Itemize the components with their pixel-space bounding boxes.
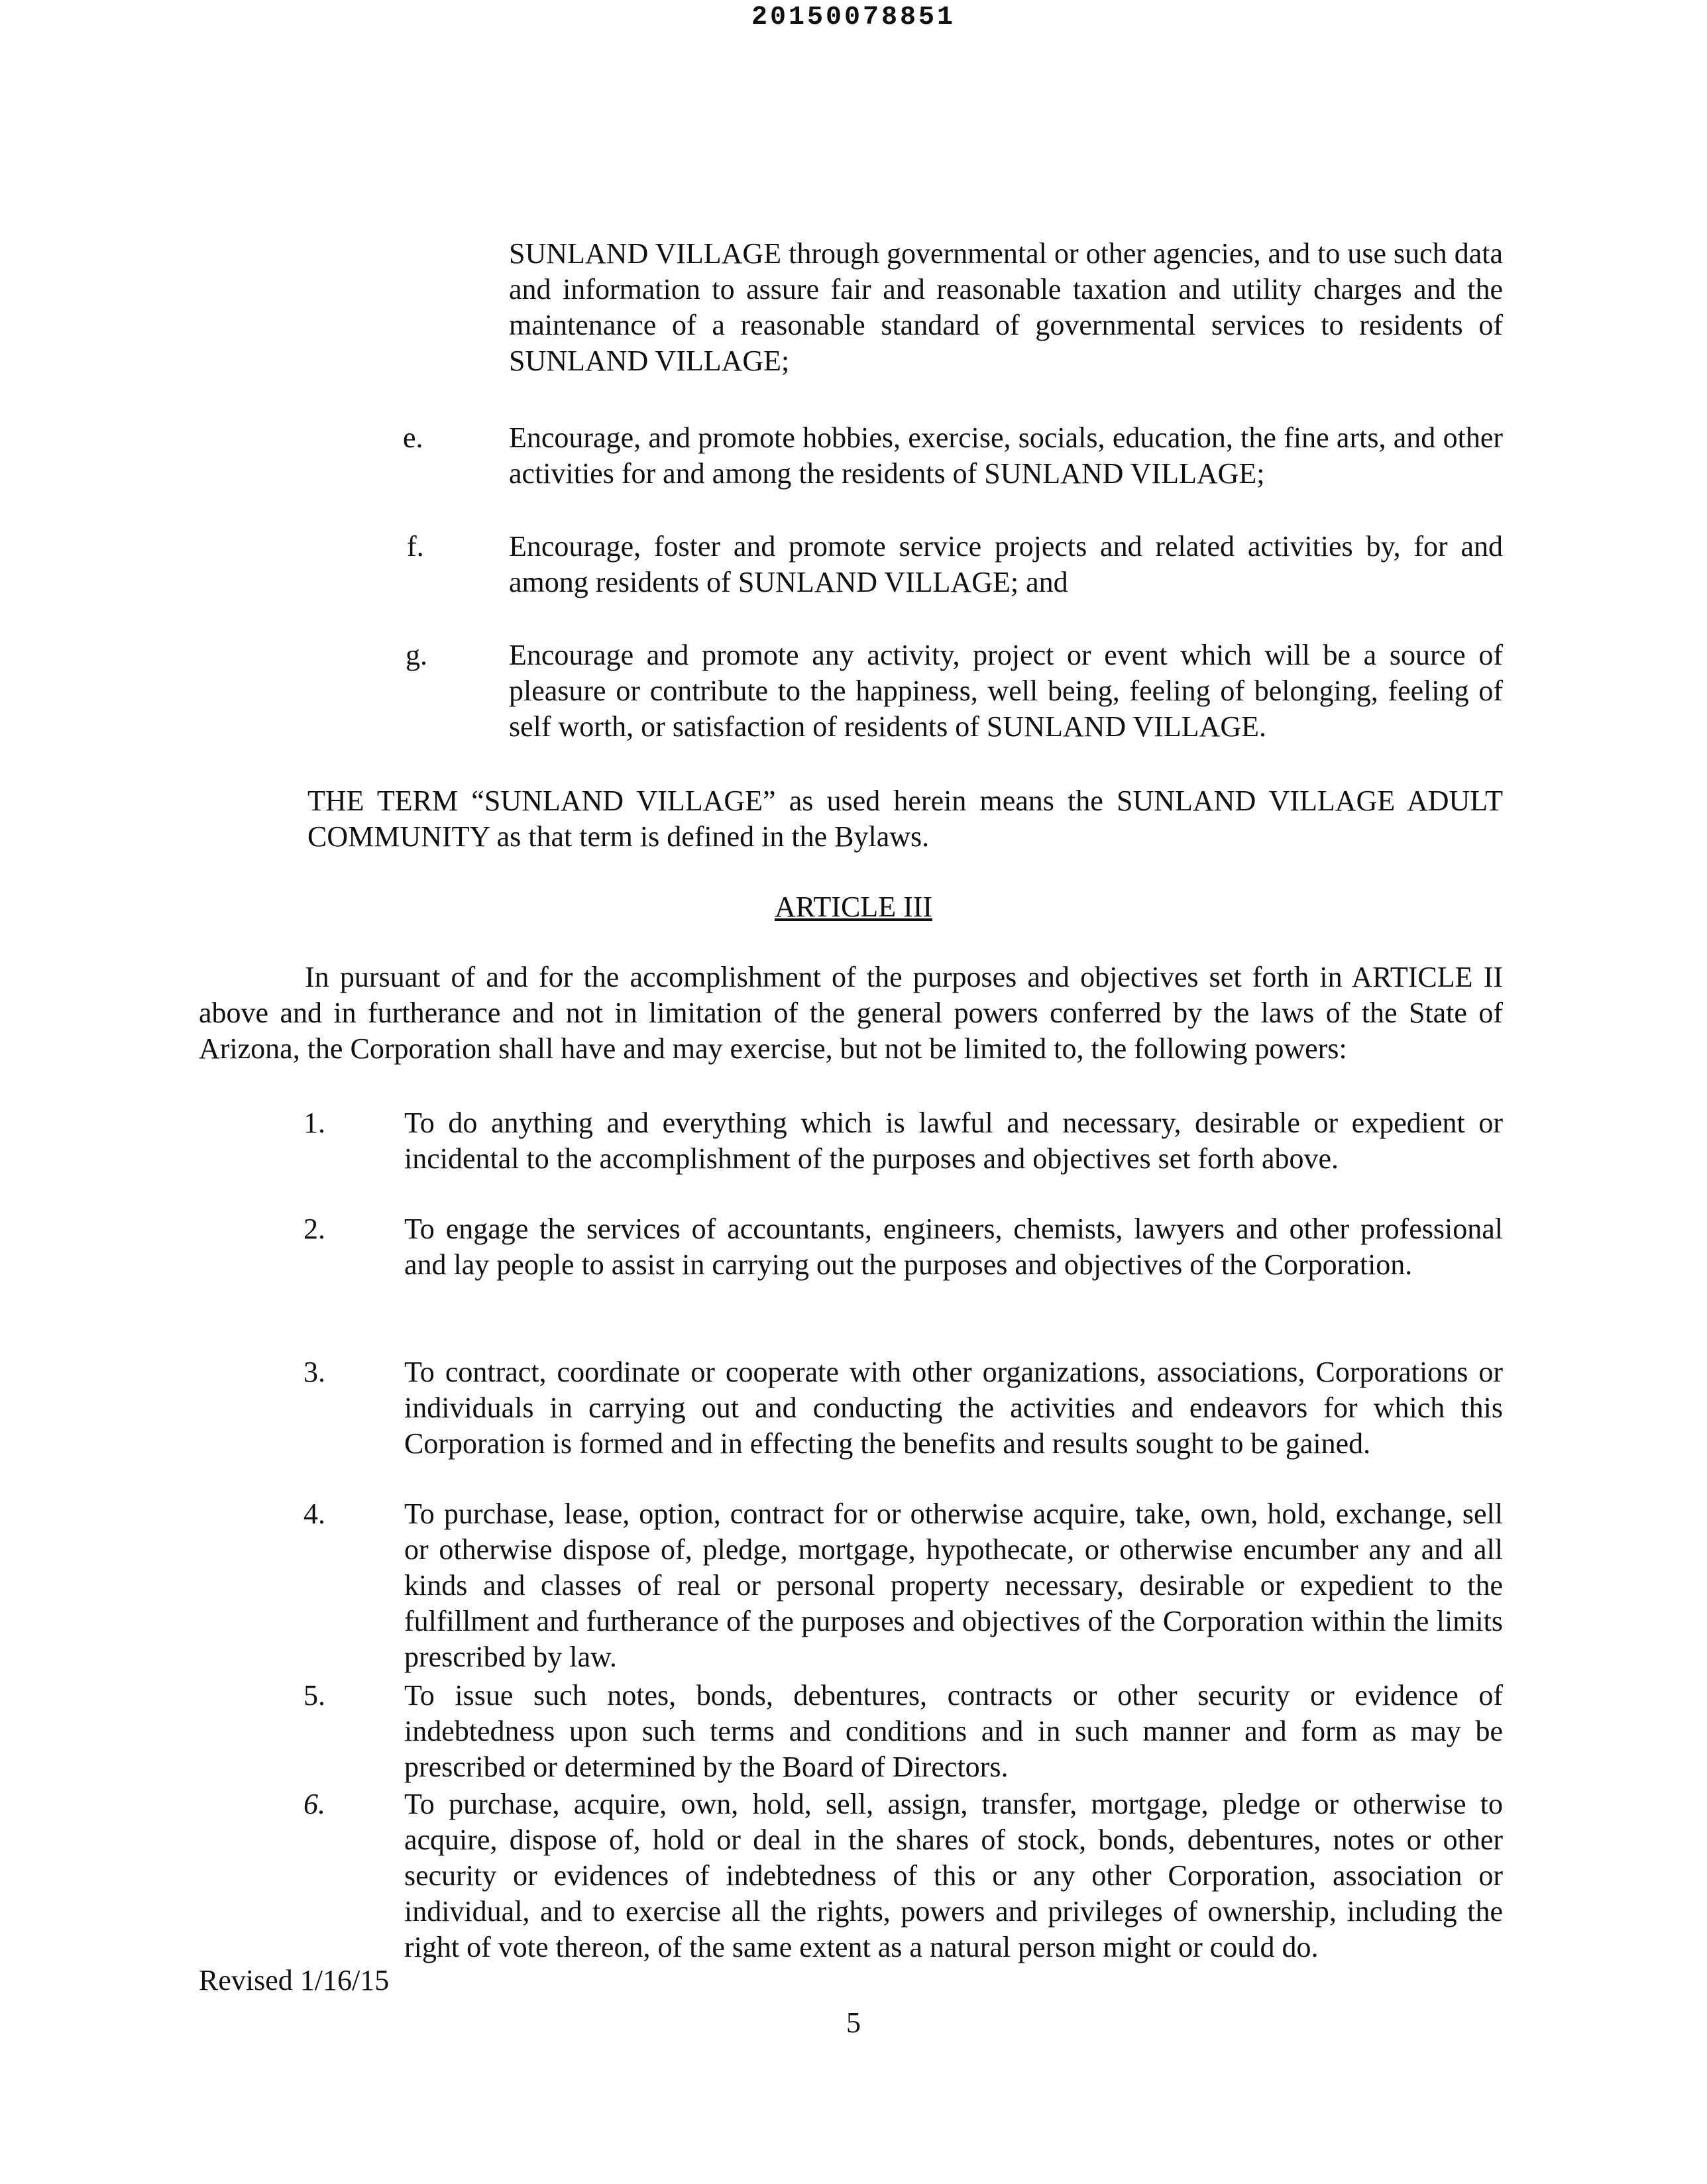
- page-number: 5: [846, 2006, 861, 2039]
- power-3-marker: 3.: [303, 1356, 325, 1388]
- item-f-text: Encourage, foster and promote service projects and related activities by, for and among residents of SUNLAND VILLAGE; and: [509, 530, 1503, 598]
- power-6-text: To purchase, acquire, own, hold, sell, assign, transfer, mortgage, pledge or otherwise to acquire, dispose of, hold or deal in the shares of stock, bonds, debentures, notes or other security or evidences of indebtedness of this or any other Corporation, association or individual, and to exercise all the rights, powers and privileges of ownership, including the right of vote thereon, of the same extent as a natural person might or could do.: [404, 1788, 1503, 1963]
- power-1-text: To do anything and everything which is lawful and necessary, desirable or expedient or incidental to the accomplishment of the purposes and objectives set forth above.: [404, 1107, 1503, 1175]
- power-6-marker: 6.: [303, 1788, 325, 1820]
- revision-date: Revised 1/16/15: [199, 1964, 390, 1996]
- power-4-marker: 4.: [303, 1498, 325, 1530]
- item-g-text: Encourage and promote any activity, project or event which will be a source of pleasure or contribute to the happiness, well being, feeling of belonging, feeling of self worth, or satisfaction of residents of SUNLAND VILLAGE.: [509, 639, 1503, 743]
- item-g-marker: g.: [406, 639, 427, 671]
- power-2-marker: 2.: [303, 1213, 325, 1245]
- power-4-text: To purchase, lease, option, contract for or otherwise acquire, take, own, hold, exchange, sell or otherwise dispose of, pledge, mortgage, hypothecate, or otherwise encumber any and all kinds and classes of real or personal property necessary, desirable or expedient to the fulfillment and furtherance of the purposes and objectives of the Corporation within the limits prescribed by law.: [404, 1498, 1503, 1673]
- item-e-text: Encourage, and promote hobbies, exercise, socials, education, the fine arts, and other activities for and among the residents of SUNLAND VILLAGE;: [509, 421, 1503, 490]
- document-number: 20150078851: [751, 3, 956, 32]
- power-2-text: To engage the services of accountants, engineers, chemists, lawyers and other professional and lay people to assist in carrying out the purposes and objectives of the Corporation.: [404, 1213, 1503, 1281]
- power-1-marker: 1.: [303, 1107, 325, 1139]
- term-definition: THE TERM “SUNLAND VILLAGE” as used herein means the SUNLAND VILLAGE ADULT COMMUNITY as that term is defined in the Bylaws.: [307, 785, 1503, 853]
- article-3-heading-wrapper: [0, 889, 1707, 925]
- item-f-marker: f.: [407, 530, 424, 563]
- power-5-marker: 5.: [303, 1679, 325, 1712]
- power-3-text: To contract, coordinate or cooperate with other organizations, associations, Corporations or individuals in carrying out and conducting the activities and endeavors for which this Corporation is formed and in effecting the benefits and results sought to be gained.: [404, 1356, 1503, 1460]
- power-5-text: To issue such notes, bonds, debentures, contracts or other security or evidence of indebtedness upon such terms and conditions and in such manner and form as may be prescribed or determined by the Board of Directors.: [404, 1679, 1503, 1783]
- article-3-intro: In pursuant of and for the accomplishment of the purposes and objectives set forth in ARTICLE II above and in furtherance and not in limitation of the general powers conferred by the laws of the State of Arizona, the Corporation shall have and may exercise, but not be limited to, the following powers:: [199, 961, 1503, 1065]
- item-d-continuation: SUNLAND VILLAGE through governmental or other agencies, and to use such data and information to assure fair and reasonable taxation and utility charges and the maintenance of a reasonable standard of governmental services to residents of SUNLAND VILLAGE;: [509, 237, 1503, 377]
- item-e-marker: e.: [403, 421, 423, 454]
- article-3-heading: ARTICLE III: [774, 891, 933, 923]
